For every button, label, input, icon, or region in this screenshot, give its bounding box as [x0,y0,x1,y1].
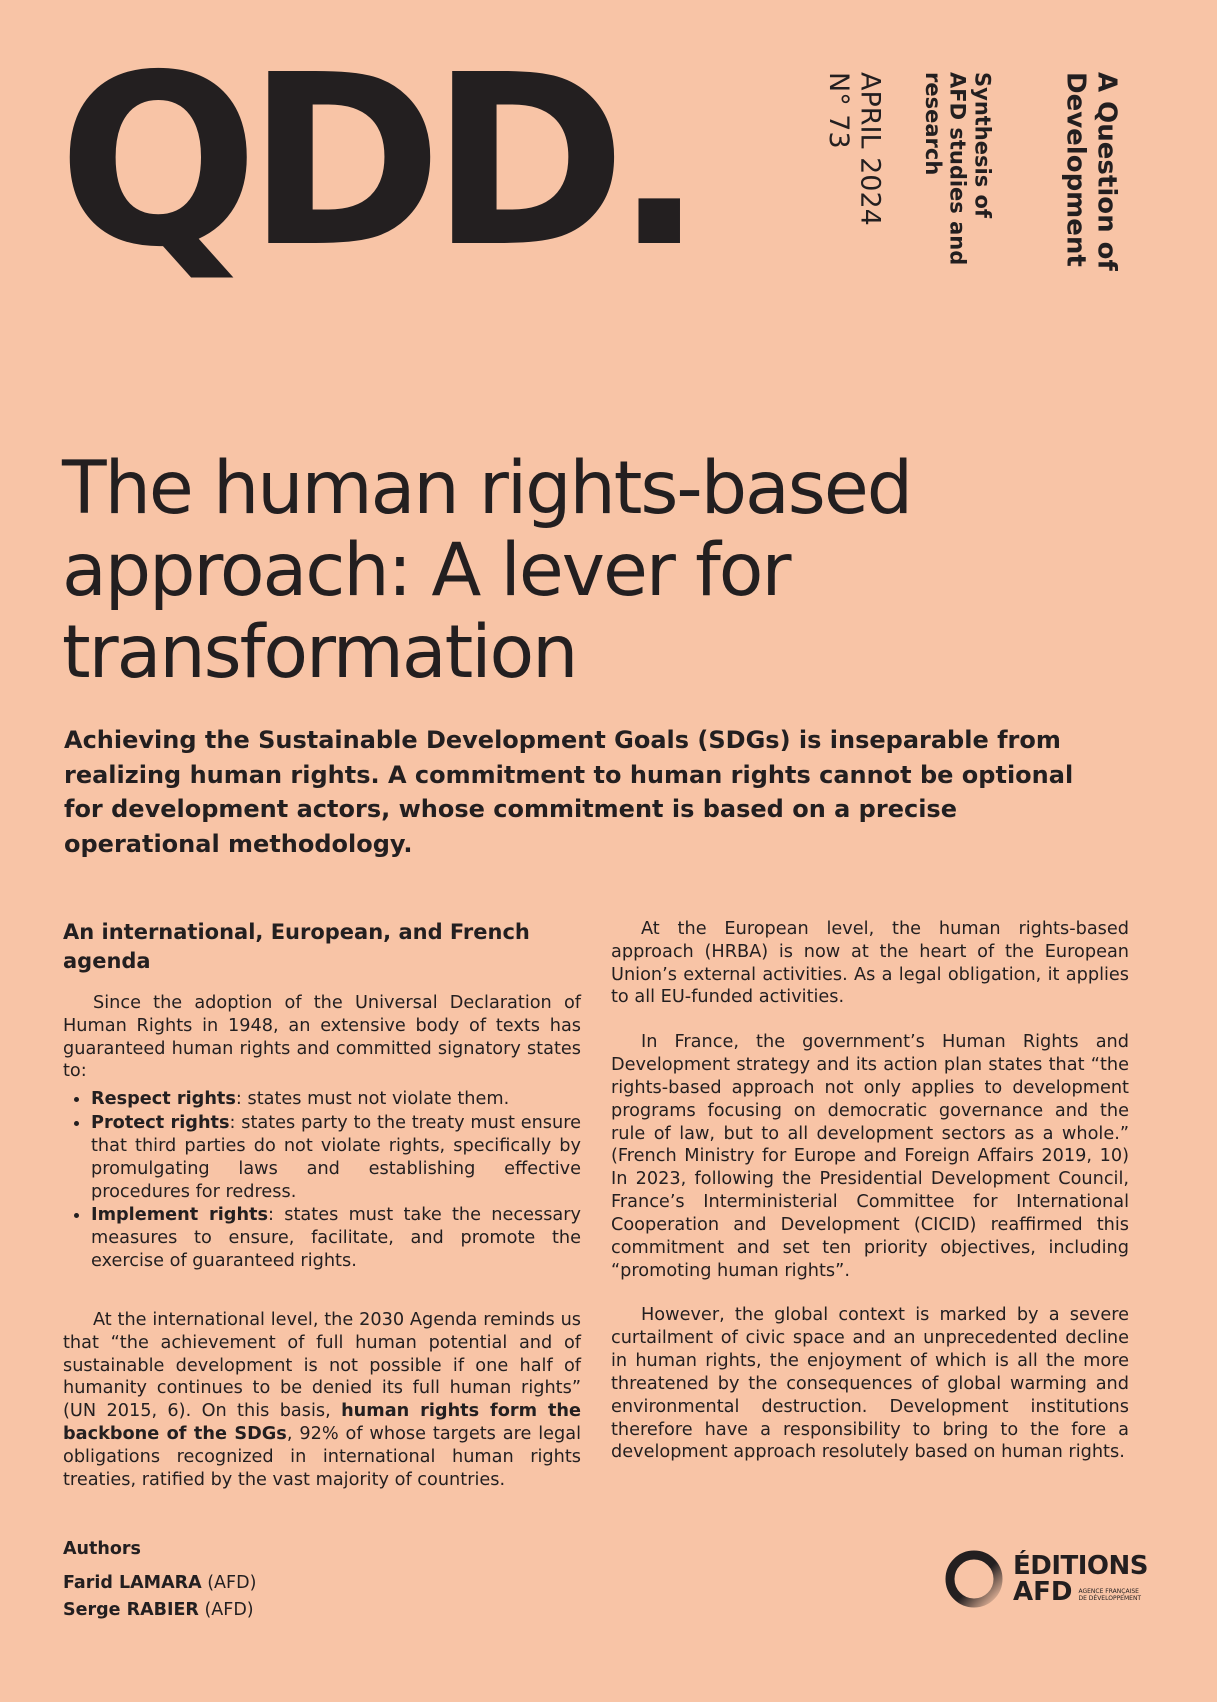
series-name [1060,72,1121,271]
bullet-text: : states must take the necessary measures to ensure, facilitate, and promote the exercise of guaranteed rights. [91,1205,581,1272]
publisher-tagline-1: AGENCE FRANÇAISE [1078,1587,1139,1595]
bullet-term: Implement rights [91,1205,269,1226]
author-name: Serge RABIER [63,1599,199,1620]
series-line-2: Development [1060,72,1091,267]
list-item [91,1087,581,1111]
intro-paragraph: Since the adoption of the Universal Declaration of Human Rights in 1948, an extensive body of texts has guaranteed human rights and committed signatory states to: [63,992,581,1082]
synthesis-line-2: AFD studies and [945,72,970,266]
series-description [920,72,994,265]
agenda-text-a: At the international level, the 2030 Agenda reminds us that “the achievement of full human potential and of sustainable development is not possible if one half of humanity continues to be denied its full human rights” (UN 2015, 6). On this basis, [63,1309,581,1422]
authors-block [63,1536,256,1623]
agenda-text-bold: human rights form the backbone of the SDGs [63,1401,581,1445]
publisher-tagline-2: DE DÉVELOPPEMENT [1078,1594,1142,1602]
context-paragraph: However, the global context is marked by a severe curtailment of civic space and an unprecedented decline in human rights, the enjoyment of which is all the more threatened by the consequences of global warming and environmental destruction. Development institutions therefore have a responsibility to bring to the fore a development approach resolutely based on human rights. [611,1305,1129,1463]
european-paragraph: At the European level, the human rights-based approach (HRBA) is now at the heart of the European Union’s external activities. As a legal obligation, it applies to all EU-funded activities. [611,919,1129,1008]
document-title: The human rights-based approach: A lever for transformation [62,446,912,695]
publisher-text [1013,1553,1148,1605]
issue-number: N° 73 [822,72,854,149]
authors-heading: Authors [63,1539,141,1559]
list-item [91,1111,581,1203]
section-heading: An international, European, and French agenda [63,920,530,973]
left-column [63,918,581,1508]
author-affiliation: (AFD) [201,1573,257,1594]
issue-info [822,72,886,226]
bullet-text: : states must not violate them. [235,1089,510,1110]
france-paragraph: In France, the government’s Human Rights and Development strategy and its action plan states that “the rights-based approach not only applies to development programs focusing on democratic governance and the rule of law, but to all development sectors as a whole.” (French Ministry for Europe and Foreign Affairs 2019, 10) In 2023, following the Presidential Development Council, France’s Interministerial Committee for International Cooperation and Development (CICID) reaffirmed this commitment and set ten priority objectives, including “promoting human rights”. [611,1032,1129,1281]
author-entry [63,1570,256,1596]
publisher-logo [943,1548,1148,1610]
obligations-list [63,1087,581,1273]
synthesis-line-3: research [920,72,945,176]
agenda-text-b: , 92% of whose targets are legal obligations recognized in international human rights treaties, ratified by the vast majority of countries. [63,1424,582,1490]
right-column [611,918,1129,1480]
author-name: Farid LAMARA [63,1573,202,1594]
publisher-tagline [1078,1588,1148,1602]
list-item [91,1203,581,1272]
lede-paragraph: Achieving the Sustainable Development Goals (SDGs) is inseparable from realizing human rights. A commitment to human rights cannot be optional for development actors, whose commitment is based on a precise operational methodology. [64,726,1074,858]
publisher-line-1: ÉDITIONS [1013,1551,1149,1581]
bullet-term: Respect rights [91,1089,236,1110]
synthesis-line-1: Synthesis of [970,72,995,219]
bullet-term: Protect rights [91,1113,230,1134]
author-affiliation: (AFD) [198,1599,254,1620]
author-entry [63,1597,256,1623]
issue-date: APRIL 2024 [854,72,886,226]
agenda-paragraph [63,1309,581,1492]
publisher-line-2: AFD [1013,1577,1073,1607]
bullet-text: : states party to the treaty must ensure that third parties do not violate rights, specifically by promulgating laws and establishing effective procedures for redress. [91,1113,581,1202]
qdd-logo: QDD. [58,24,693,299]
series-line-1: A Question of [1091,72,1122,271]
ring-icon [943,1548,1005,1610]
